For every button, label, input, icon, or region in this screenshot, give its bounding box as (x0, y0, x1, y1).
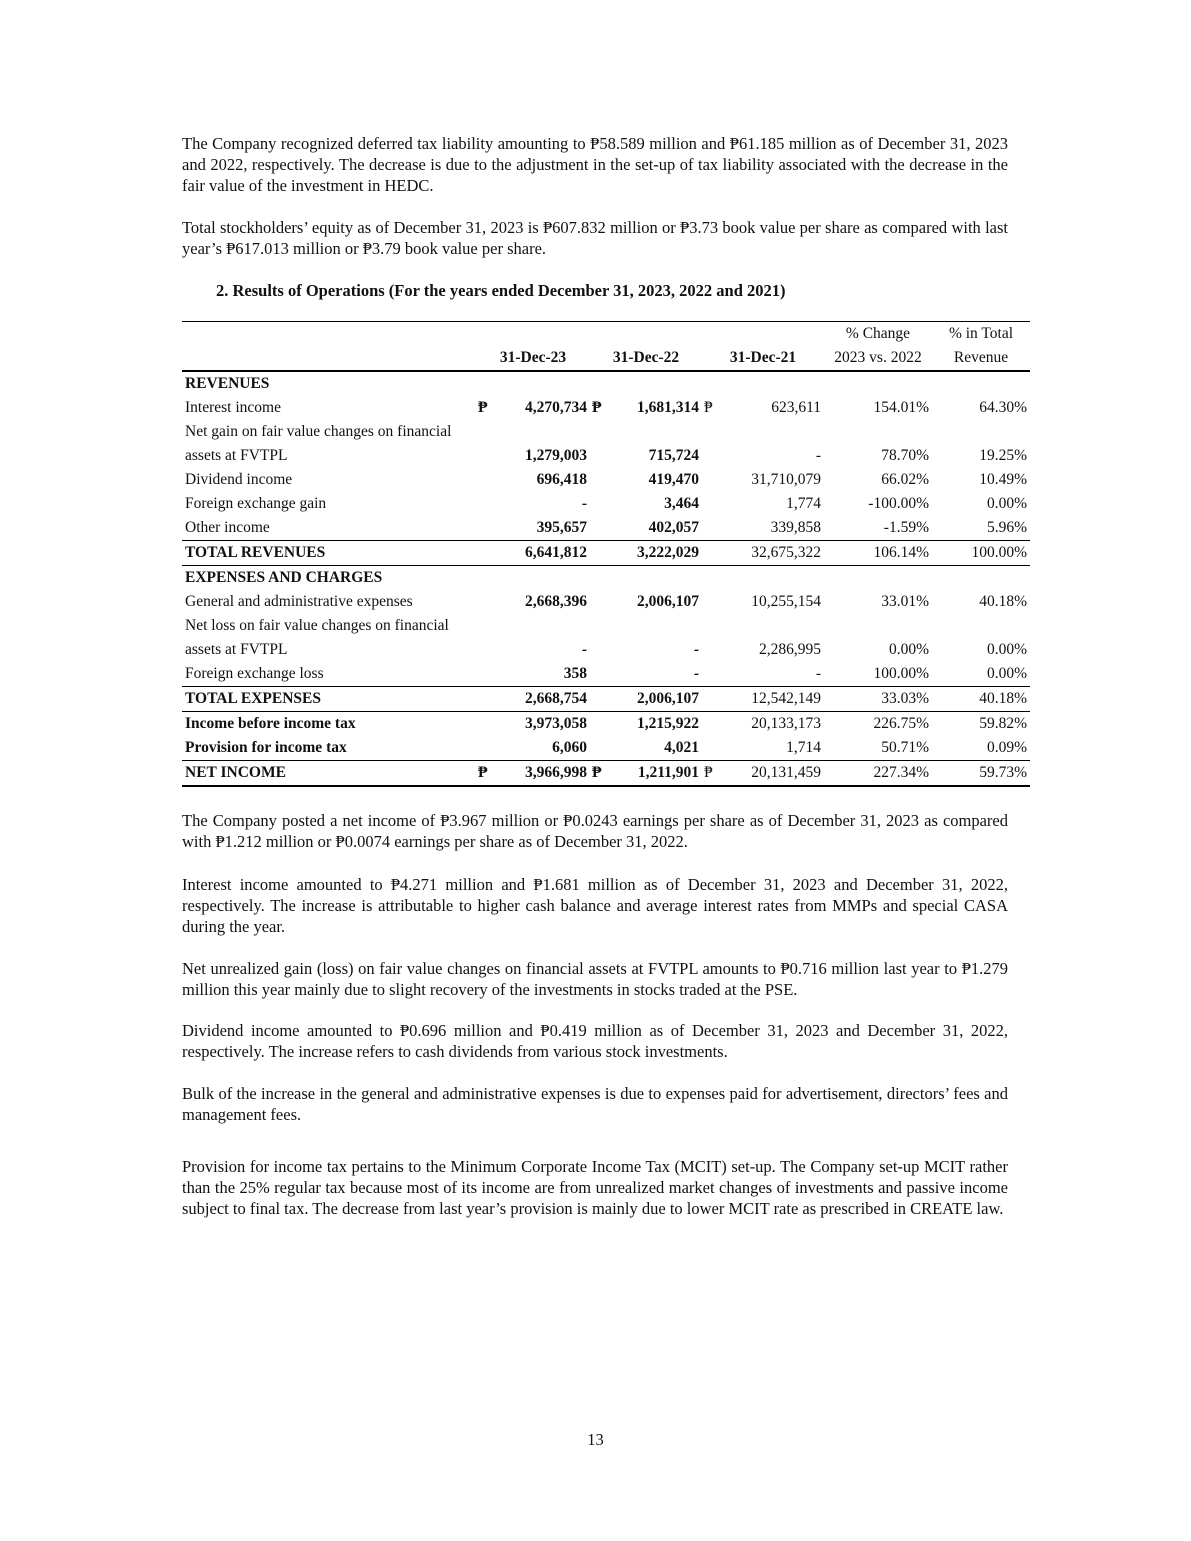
table-row (182, 444, 1030, 468)
total-header-1: % in Total (932, 322, 1030, 347)
row-label: NET INCOME (182, 761, 476, 787)
provision-tax-row (182, 736, 1030, 761)
change-header-1: % Change (824, 322, 932, 347)
value-2021: 10,255,154 (751, 593, 821, 610)
total-header-2: Revenue (932, 346, 1030, 371)
row-label: Dividend income (185, 471, 293, 488)
value-change: 226.75% (873, 715, 929, 732)
value-2022: 2,006,107 (612, 687, 702, 712)
table-header-row-1 (182, 322, 1030, 347)
value-2022: 1,211,901 (612, 761, 702, 787)
value-pct-total: 0.00% (932, 662, 1030, 687)
col-2022-header: 31-Dec-22 (590, 346, 702, 371)
total-expenses-row (182, 687, 1030, 712)
table-row (182, 492, 1030, 516)
value-pct-total: 0.00% (986, 641, 1027, 658)
value-pct-total: 19.25% (979, 447, 1027, 464)
table-row (182, 590, 1030, 614)
value-2021: 1,714 (724, 736, 824, 761)
value-pct-total: 0.09% (932, 736, 1030, 761)
section-heading: 2. Results of Operations (For the years ended December 31, 2023, 2022 and 2021) (216, 281, 786, 300)
currency-symbol: ₱ (590, 761, 612, 787)
value-change: 100.00% (824, 662, 932, 687)
table-row-label-continuation (182, 420, 1030, 444)
row-label: Foreign exchange loss (182, 662, 476, 687)
row-label: assets at FVTPL (185, 641, 288, 658)
value-2023: 696,418 (536, 471, 587, 488)
row-label: Net gain on fair value changes on financial (185, 423, 452, 440)
value-change: 0.00% (888, 641, 929, 658)
value-change: 50.71% (824, 736, 932, 761)
row-label: TOTAL EXPENSES (182, 687, 476, 712)
col-2023-header: 31-Dec-23 (476, 346, 590, 371)
value-2023: - (581, 495, 587, 512)
currency-symbol: ₱ (592, 399, 602, 416)
value-change: 33.01% (881, 593, 929, 610)
net-income-paragraph: The Company posted a net income of ₱3.967 million or ₱0.0243 earnings per share as of December 31, 2023 as compared with ₱1.212 million or ₱0.0074 earnings per share as of December 31, 2022. (182, 811, 1008, 851)
page-number: 13 (587, 1430, 604, 1449)
value-2022: - (612, 662, 702, 687)
value-2021: 12,542,149 (724, 687, 824, 712)
value-change: -1.59% (824, 516, 932, 541)
value-2021: 1,774 (786, 495, 821, 512)
value-2021: 32,675,322 (724, 541, 824, 566)
currency-symbol: ₱ (702, 761, 724, 787)
table-row (182, 468, 1030, 492)
value-2022: 3,222,029 (612, 541, 702, 566)
value-2023: 1,279,003 (525, 447, 587, 464)
fvtpl-paragraph: Net unrealized gain (loss) on fair value changes on financial assets at FVTPL amounts to ₱0.716 million last year to ₱1.279 million this year mainly due to slight recovery of the investments in stocks traded at the PSE. (182, 959, 1008, 999)
row-label: Net loss on fair value changes on financial (185, 617, 449, 634)
col-2021-header: 31-Dec-21 (702, 346, 824, 371)
row-label: General and administrative expenses (185, 593, 413, 610)
table-row (182, 396, 1030, 420)
value-pct-total: 100.00% (932, 541, 1030, 566)
value-2022: 1,681,314 (637, 399, 699, 416)
currency-symbol: ₱ (704, 399, 713, 416)
results-of-operations-table (182, 321, 1030, 787)
table-row (182, 638, 1030, 662)
value-2022: 402,057 (612, 516, 702, 541)
deferred-tax-paragraph: The Company recognized deferred tax liability amounting to ₱58.589 million and ₱61.185 million as of December 31, 2023 and 2022, respectively. The decrease is due to the adjustment in the set-up of tax liability associated with the decrease in the fair value of the investment in HEDC. (182, 134, 1008, 195)
value-2023: 4,270,734 (525, 399, 587, 416)
value-2023: 3,966,998 (498, 761, 590, 787)
value-pct-total: 10.49% (979, 471, 1027, 488)
value-change: 78.70% (881, 447, 929, 464)
row-label: Other income (182, 516, 476, 541)
total-revenues-row (182, 541, 1030, 566)
table-row-label-continuation (182, 614, 1030, 638)
row-label: assets at FVTPL (185, 447, 288, 464)
value-pct-total: 5.96% (932, 516, 1030, 541)
value-2021: 623,611 (771, 399, 821, 416)
revenues-header: REVENUES (185, 375, 270, 392)
value-pct-total: 59.73% (932, 761, 1030, 787)
value-2021: 31,710,079 (751, 471, 821, 488)
value-2022: - (693, 641, 699, 658)
row-label: Income before income tax (185, 715, 356, 732)
value-2023: 3,973,058 (525, 715, 587, 732)
value-2023: 358 (498, 662, 590, 687)
value-pct-total: 0.00% (986, 495, 1027, 512)
row-label: TOTAL REVENUES (182, 541, 476, 566)
value-change: -100.00% (868, 495, 929, 512)
expenses-header-row (182, 566, 1030, 591)
value-2023: 2,668,396 (525, 593, 587, 610)
value-2023: 395,657 (498, 516, 590, 541)
row-label: Provision for income tax (182, 736, 476, 761)
value-2021: 339,858 (724, 516, 824, 541)
revenues-header-row (182, 371, 1030, 396)
value-change: 66.02% (881, 471, 929, 488)
value-2022: 2,006,107 (637, 593, 699, 610)
value-2021: 2,286,995 (759, 641, 821, 658)
value-2023: 2,668,754 (498, 687, 590, 712)
value-2023: 6,641,812 (498, 541, 590, 566)
expenses-paragraph: Bulk of the increase in the general and administrative expenses is due to expenses paid for advertisement, directors’ fees and management fees. (182, 1084, 1008, 1124)
value-2022: 715,724 (648, 447, 699, 464)
table-row (182, 516, 1030, 541)
equity-paragraph: Total stockholders’ equity as of December 31, 2023 is ₱607.832 million or ₱3.73 book value per share as compared with last year’s ₱617.013 million or ₱3.79 book value per share. (182, 218, 1008, 258)
row-label: Foreign exchange gain (185, 495, 327, 512)
net-income-row (182, 761, 1030, 787)
interest-income-paragraph: Interest income amounted to ₱4.271 million and ₱1.681 million as of December 31, 2023 and December 31, 2022, respectively. The increase is attributable to higher cash balance and average interest rates from MMPs and special CASA during the year. (182, 875, 1008, 936)
table-header-row-2 (182, 346, 1030, 371)
value-2022: 3,464 (664, 495, 699, 512)
value-pct-total: 59.82% (979, 715, 1027, 732)
value-2023: 6,060 (498, 736, 590, 761)
table-row (182, 662, 1030, 687)
value-change: 154.01% (873, 399, 929, 416)
income-before-tax-row (182, 712, 1030, 737)
income-tax-paragraph: Provision for income tax pertains to the Minimum Corporate Income Tax (MCIT) set-up. The Company set-up MCIT rather than the 25% regular tax because most of its income are from unrealized market changes of investments and passive income subject to final tax. The decrease from last year’s provision is mainly due to lower MCIT rate as prescribed in CREATE law. (182, 1157, 1008, 1218)
currency-symbol: ₱ (476, 761, 498, 787)
value-pct-total: 40.18% (979, 593, 1027, 610)
value-2023: - (581, 641, 587, 658)
value-change: 106.14% (824, 541, 932, 566)
value-2021: - (724, 662, 824, 687)
currency-symbol: ₱ (478, 399, 488, 416)
value-2022: 1,215,922 (637, 715, 699, 732)
value-change: 227.34% (824, 761, 932, 787)
value-2021: 20,131,459 (724, 761, 824, 787)
value-pct-total: 64.30% (979, 399, 1027, 416)
value-2021: - (815, 447, 821, 464)
dividend-paragraph: Dividend income amounted to ₱0.696 million and ₱0.419 million as of December 31, 2023 and December 31, 2022, respectively. The increase refers to cash dividends from various stock investments. (182, 1021, 1008, 1061)
row-label: Interest income (185, 399, 281, 416)
value-change: 33.03% (824, 687, 932, 712)
change-header-2: 2023 vs. 2022 (824, 346, 932, 371)
value-2021: 20,133,173 (751, 715, 821, 732)
expenses-header: EXPENSES AND CHARGES (185, 569, 383, 586)
value-2022: 419,470 (648, 471, 699, 488)
value-pct-total: 40.18% (932, 687, 1030, 712)
value-2022: 4,021 (612, 736, 702, 761)
